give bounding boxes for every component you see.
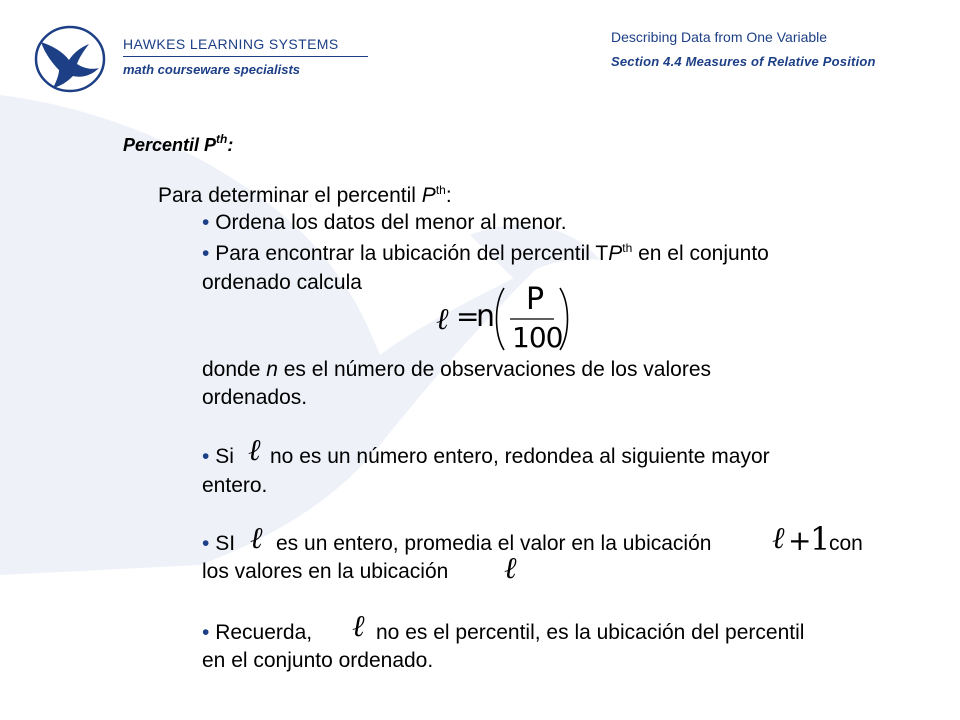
bullet-not-integer-rest: no es un número entero, redondea al siguiente mayor: [270, 445, 770, 468]
denominator-100: 100: [512, 321, 563, 354]
numerator-p: P: [526, 282, 545, 317]
location-formula: [430, 284, 570, 354]
ell-symbol: ℓ: [352, 609, 365, 644]
section-title: Section 4.4 Measures of Relative Position: [611, 54, 876, 69]
bullet-dot: •: [202, 445, 210, 468]
where-line: donde n es el número de observaciones de los valores: [202, 358, 711, 381]
bullet-location: • Para encontrar la ubicación del percentil $TP^{th}$ en el conjunto: [202, 241, 769, 265]
brand-divider: [123, 56, 368, 57]
bullet-integer-rest: es un entero, promedia el valor en la ubicación: [276, 532, 712, 555]
ell-symbol: ℓ: [504, 551, 517, 586]
brand-name: HAWKES LEARNING SYSTEMS: [123, 36, 339, 52]
hawkes-eagle-logo: [33, 24, 107, 94]
ell-symbol: ℓ: [248, 433, 261, 468]
ell-symbol: ℓ: [250, 521, 263, 556]
plus-sign: +: [788, 524, 812, 557]
bullet-integer: • SI: [202, 532, 236, 555]
bullet-dot: •: [202, 532, 210, 555]
topic-title: Describing Data from One Variable: [611, 29, 828, 45]
slide-heading: Percentil $P^{th}$:: [123, 132, 234, 155]
equals-sign: =: [456, 300, 480, 333]
bullet-remember: • Recuerda,: [202, 621, 313, 644]
bullet-remember-line2: en el conjunto ordenado.: [202, 649, 434, 672]
bullet-dot: •: [202, 621, 210, 644]
bullet-integer-line2: los valores en la ubicación: [202, 560, 449, 583]
bullet-not-integer-line2: entero.: [202, 474, 268, 497]
where-line2: ordenados.: [202, 386, 308, 409]
ell-plus-one-symbol: ℓ: [772, 521, 785, 556]
bullet-dot: •: [202, 242, 210, 265]
intro-line: Para determinar el percentil $P^{th}$:: [158, 183, 452, 207]
bullet-sort: • Ordena los datos del menor al menor.: [202, 211, 567, 234]
section-header: [611, 28, 876, 69]
bullet-location-line2: ordenado calcula: [202, 271, 362, 294]
n-variable: n: [476, 299, 496, 334]
ell-symbol: ℓ: [436, 302, 449, 337]
one-digit: 1: [810, 520, 831, 558]
bullet-remember-rest: no es el percentil, es la ubicación del percentil: [376, 621, 805, 644]
bullet-integer-tail: con: [829, 532, 863, 555]
brand-tagline: math courseware specialists: [123, 62, 301, 77]
brand-block: [123, 35, 368, 77]
bullet-dot: •: [202, 211, 210, 234]
bullet-not-integer: • Si: [202, 445, 234, 468]
